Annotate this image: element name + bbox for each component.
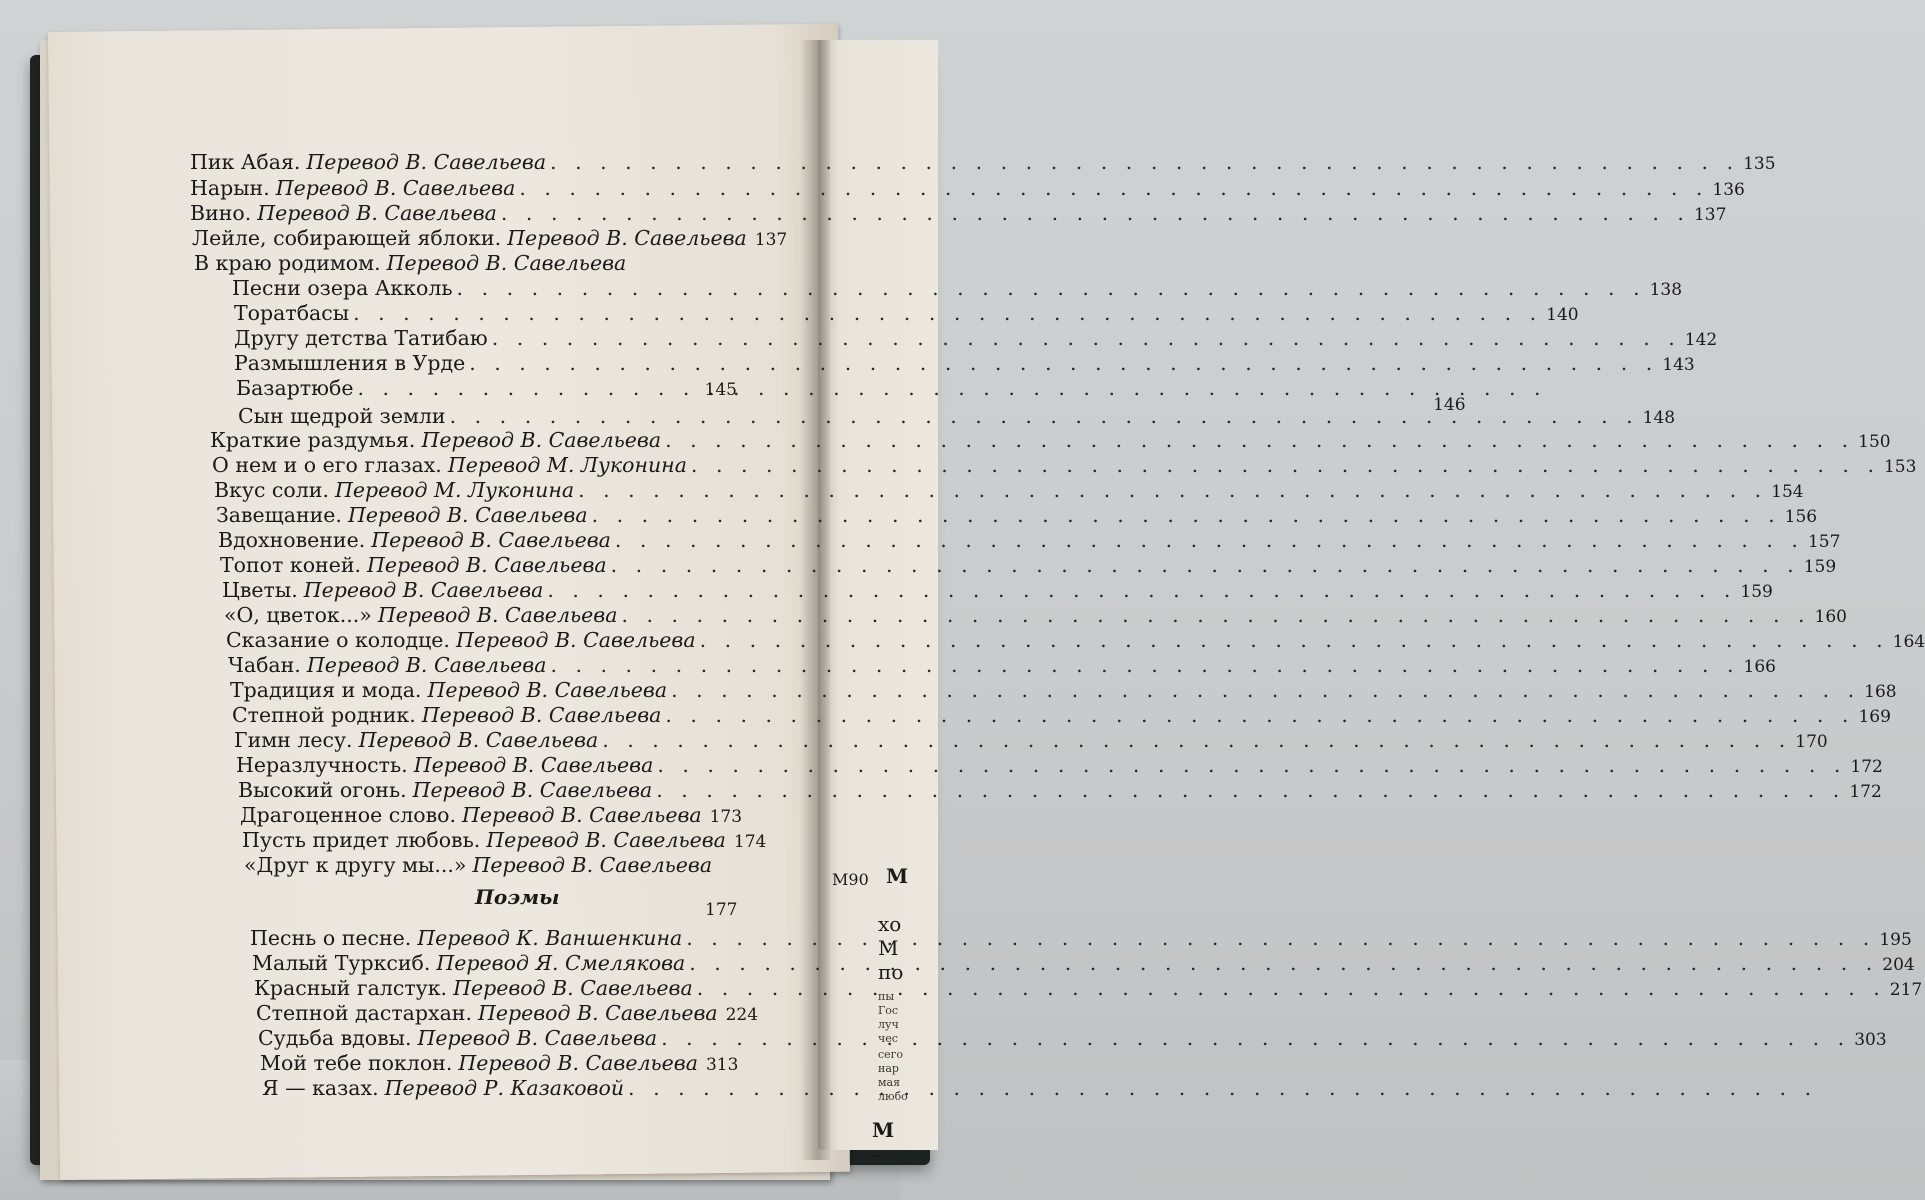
toc-entry-page: 159 [1803, 557, 1837, 577]
toc-entry-title: Малый Турксиб. [252, 951, 431, 975]
toc-entry-page: 137 [754, 230, 788, 250]
dot-leader [621, 605, 1810, 626]
toc-entry-page: 150 [1858, 432, 1891, 452]
toc-entry [194, 251, 627, 275]
toc-entry-translator: Перевод В. Савельева [367, 553, 607, 577]
dot-leader [602, 730, 1791, 751]
right-page-small-line: нар [878, 1062, 899, 1075]
toc-entry-translator: Перевод В. Савельева [371, 528, 611, 552]
dot-leader [665, 430, 1854, 451]
toc-entry-title: Степной дастархан. [256, 1001, 472, 1025]
toc-entry-translator: Перевод Я. Смелякова [436, 951, 686, 975]
toc-entry-translator: Перевод В. Савельева [461, 803, 702, 827]
toc-entry-page: 303 [1854, 1030, 1887, 1050]
toc-entry-title: Песнь о песне. [250, 926, 412, 950]
toc-entry-translator: Перевод Р. Казаковой [384, 1076, 625, 1100]
toc-entry-translator: Перевод К. Ваншенкина [417, 926, 683, 950]
toc-entry-translator: Перевод В. Савельева [386, 251, 627, 275]
toc-entry [192, 226, 788, 250]
toc-entry-title: Пусть придет любовь. [242, 828, 481, 852]
toc-entry-page: 153 [1883, 457, 1917, 477]
toc-entry [216, 503, 1818, 527]
dot-leader [592, 505, 1781, 526]
toc-entry-translator: Перевод В. Савельева [413, 753, 654, 777]
toc-entry-translator: Перевод В. Савельева [303, 578, 544, 602]
toc-entry-title: Красный галстук. [254, 976, 448, 1000]
toc-entry-page: 143 [1662, 355, 1695, 375]
right-page-small-line: Гос [878, 1004, 899, 1017]
toc-entry-title: Мой тебе поклон. [260, 1051, 453, 1075]
toc-entry-page: 135 [1743, 154, 1776, 174]
toc-entry [238, 778, 1882, 802]
right-page-line: хо [878, 912, 902, 936]
toc-entry-title: Сказание о колодце. [226, 628, 450, 652]
right-page-small-line: мая [878, 1076, 901, 1089]
toc-entry [218, 528, 1841, 552]
toc-entry [226, 628, 1925, 652]
dot-leader [628, 1078, 1817, 1099]
toc-entry-title: Судьба вдовы. [258, 1026, 412, 1050]
toc-entry-title: Размышления в Урде [234, 351, 466, 375]
toc-entry-title: Степной родник. [232, 703, 416, 727]
toc-entry-page: 170 [1795, 732, 1828, 752]
dot-leader [686, 928, 1875, 949]
dot-leader [501, 203, 1690, 224]
toc-entry-translator: Перевод В. Савельева [306, 653, 547, 677]
dot-leader [353, 303, 1542, 324]
dot-leader [691, 455, 1880, 476]
toc-entry-title: Лейле, собирающей яблоки. [192, 226, 502, 250]
toc-poem-entry [256, 1001, 759, 1025]
right-page-small-line: чес [878, 1032, 898, 1045]
toc-entry-translator: Перевод М. Луконина [447, 453, 687, 477]
toc-entry [214, 478, 1804, 502]
toc-entry-page: 224 [725, 1005, 759, 1025]
toc-entry-translator: Перевод В. Савельева [486, 828, 726, 852]
toc-entry-translator: Перевод В. Савельева [347, 503, 588, 527]
toc-entry-translator: Перевод В. Савельева [427, 678, 668, 702]
toc-entry [190, 201, 1727, 225]
toc-entry-title: Вкус соли. [214, 478, 329, 502]
toc-entry-page: 313 [705, 1055, 739, 1075]
toc-entry-page: 172 [1849, 782, 1882, 802]
dot-leader [689, 953, 1878, 974]
toc-entry-title: Пик Абая. [190, 150, 301, 174]
toc-entry [212, 453, 1917, 477]
toc-entry-page: 195 [1879, 930, 1912, 950]
toc-entry-translator: Перевод В. Савельева [507, 226, 747, 250]
toc-entry-translator: Перевод В. Савельева [275, 176, 516, 200]
toc-subentry [232, 276, 1683, 300]
toc-entry-translator: Перевод В. Савельева [472, 853, 713, 877]
toc-entry-page: 138 [1649, 280, 1683, 300]
toc-entry-title: Я — казах. [262, 1076, 379, 1100]
toc-entry-translator: Перевод В. Савельева [358, 728, 599, 752]
dot-leader [615, 530, 1804, 551]
toc-poem-entry [250, 926, 1912, 950]
toc-entry-translator: Перевод В. Савельева [257, 201, 497, 225]
toc-entry-page: 142 [1684, 330, 1718, 350]
dot-leader [457, 278, 1646, 299]
toc-entry [242, 828, 767, 852]
toc-entry-title: Краткие раздумья. [210, 428, 416, 452]
toc-entry-title: Вдохновение. [218, 528, 366, 552]
toc-entry-translator: Перевод В. Савельева [458, 1051, 698, 1075]
toc-entry-page: 154 [1771, 482, 1804, 502]
toc-entry [244, 853, 713, 877]
toc-entry-page: 166 [1743, 657, 1776, 677]
right-page-line: М [878, 936, 899, 960]
toc-entry-translator: Перевод В. Савельева [306, 150, 547, 174]
toc-entry-title: Неразлучность. [236, 753, 408, 777]
toc-entry-translator: Перевод В. Савельева [455, 628, 696, 652]
dot-leader [469, 353, 1658, 374]
dot-leader [450, 406, 1639, 427]
toc-entry-page: 148 [1642, 408, 1676, 428]
toc-entry-page: 156 [1784, 507, 1818, 527]
dot-leader [578, 480, 1767, 501]
toc-entry [190, 176, 1745, 200]
section-heading: Поэмы [475, 885, 560, 909]
toc-entry-translator: Перевод В. Савельева [412, 778, 653, 802]
dot-leader [550, 655, 1739, 676]
toc-entry-title: Завещание. [216, 503, 342, 527]
toc-entry-page: 145 [704, 380, 737, 400]
toc-entry-title: Чабан. [228, 653, 301, 677]
toc-entry [236, 753, 1883, 777]
toc-entry-page: 168 [1864, 682, 1897, 702]
toc-entry [228, 653, 1776, 677]
toc-entry [240, 803, 743, 827]
toc-entry-page: 157 [1807, 532, 1841, 552]
toc-entry-translator: Перевод В. Савельева [477, 1001, 718, 1025]
toc-entry-title: Песни озера Акколь [232, 276, 453, 300]
toc-entry [230, 678, 1897, 702]
right-page-line: по [878, 960, 904, 984]
toc-entry-title: Нарын. [190, 176, 270, 200]
toc-subentry [234, 326, 1718, 350]
toc-entry-page: 217 [1889, 980, 1923, 1000]
dot-leader [519, 178, 1708, 199]
toc-entry-title: Вино. [190, 201, 252, 225]
dot-leader [697, 978, 1886, 999]
toc-subentry [234, 351, 1695, 375]
toc-poem-entry [262, 1078, 662, 1099]
dot-leader [611, 555, 1800, 576]
toc-entry-title: Базартюбе [236, 376, 354, 400]
right-page-small-line: сего [878, 1048, 904, 1061]
dot-leader [550, 152, 1739, 173]
right-page-small-line: пы [878, 990, 895, 1003]
toc-entry-translator: Перевод В. Савельева [421, 428, 662, 452]
dot-leader [671, 680, 1860, 701]
dot-leader [657, 755, 1846, 776]
toc-entry-translator: Перевод В. Савельева [453, 976, 693, 1000]
right-page-letter: М [886, 864, 909, 888]
toc-entry-page: 177 [705, 900, 738, 920]
toc-entry-title: Торатбасы [234, 301, 350, 325]
toc-poem-entry [260, 1051, 739, 1075]
toc-entry-title: О нем и о его глазах. [212, 453, 442, 477]
toc-entry-page: 174 [733, 832, 767, 852]
toc-entry-translator: Перевод М. Луконина [334, 478, 575, 502]
toc-entry-title: Сын щедрой земли [238, 404, 446, 428]
toc-entry-translator: Перевод В. Савельева [377, 603, 618, 627]
toc-entry-title: Гимн лесу. [234, 728, 353, 752]
toc-entry-page: 204 [1882, 955, 1915, 975]
right-page-small-line: луч [878, 1018, 899, 1031]
toc-entry-title: «О, цветок...» [224, 603, 372, 627]
toc-entry-page: 169 [1858, 707, 1891, 727]
toc-entry-page: 173 [709, 807, 743, 827]
dot-leader [547, 580, 1736, 601]
toc-entry-title: В краю родимом. [194, 251, 381, 275]
toc-entry-page: 160 [1814, 607, 1847, 627]
dot-leader [492, 328, 1681, 349]
toc-entry [234, 728, 1828, 752]
dot-leader [665, 705, 1854, 726]
dot-leader [700, 630, 1889, 651]
toc-entry-title: Другу детства Татибаю [234, 326, 488, 350]
toc-entry-page: 140 [1546, 305, 1579, 325]
right-page-small-line: любо [878, 1090, 908, 1103]
toc-entry-translator: Перевод В. Савельева [421, 703, 662, 727]
toc-entry [210, 428, 1891, 452]
toc-entry [224, 603, 1847, 627]
toc-subentry [234, 301, 1579, 325]
toc-entry-page: 146 [1433, 395, 1466, 415]
toc-entry-page: 172 [1850, 757, 1883, 777]
toc-entry [222, 578, 1773, 602]
toc-entry-title: Высокий огонь. [238, 778, 407, 802]
toc-entry [220, 553, 1837, 577]
right-page-bottom: М – [872, 1118, 895, 1166]
toc-entry-page: 136 [1712, 180, 1745, 200]
toc-entry-page: 159 [1740, 582, 1773, 602]
dot-leader [661, 1028, 1850, 1049]
toc-entry-title: Топот коней. [220, 553, 362, 577]
toc-entry-title: Драгоценное слово. [240, 803, 456, 827]
toc-entry-page: 164 [1892, 632, 1925, 652]
toc-entry-translator: Перевод В. Савельева [417, 1026, 658, 1050]
toc-entry [190, 150, 1776, 174]
right-page-code: М90 [832, 870, 869, 889]
toc-entry-title: Традиция и мода. [230, 678, 422, 702]
toc-entry-page: 137 [1693, 205, 1727, 225]
dot-leader [656, 780, 1845, 801]
toc-entry-title: Цветы. [222, 578, 298, 602]
toc-entry-title: «Друг к другу мы...» [244, 853, 467, 877]
toc-entry [232, 703, 1891, 727]
